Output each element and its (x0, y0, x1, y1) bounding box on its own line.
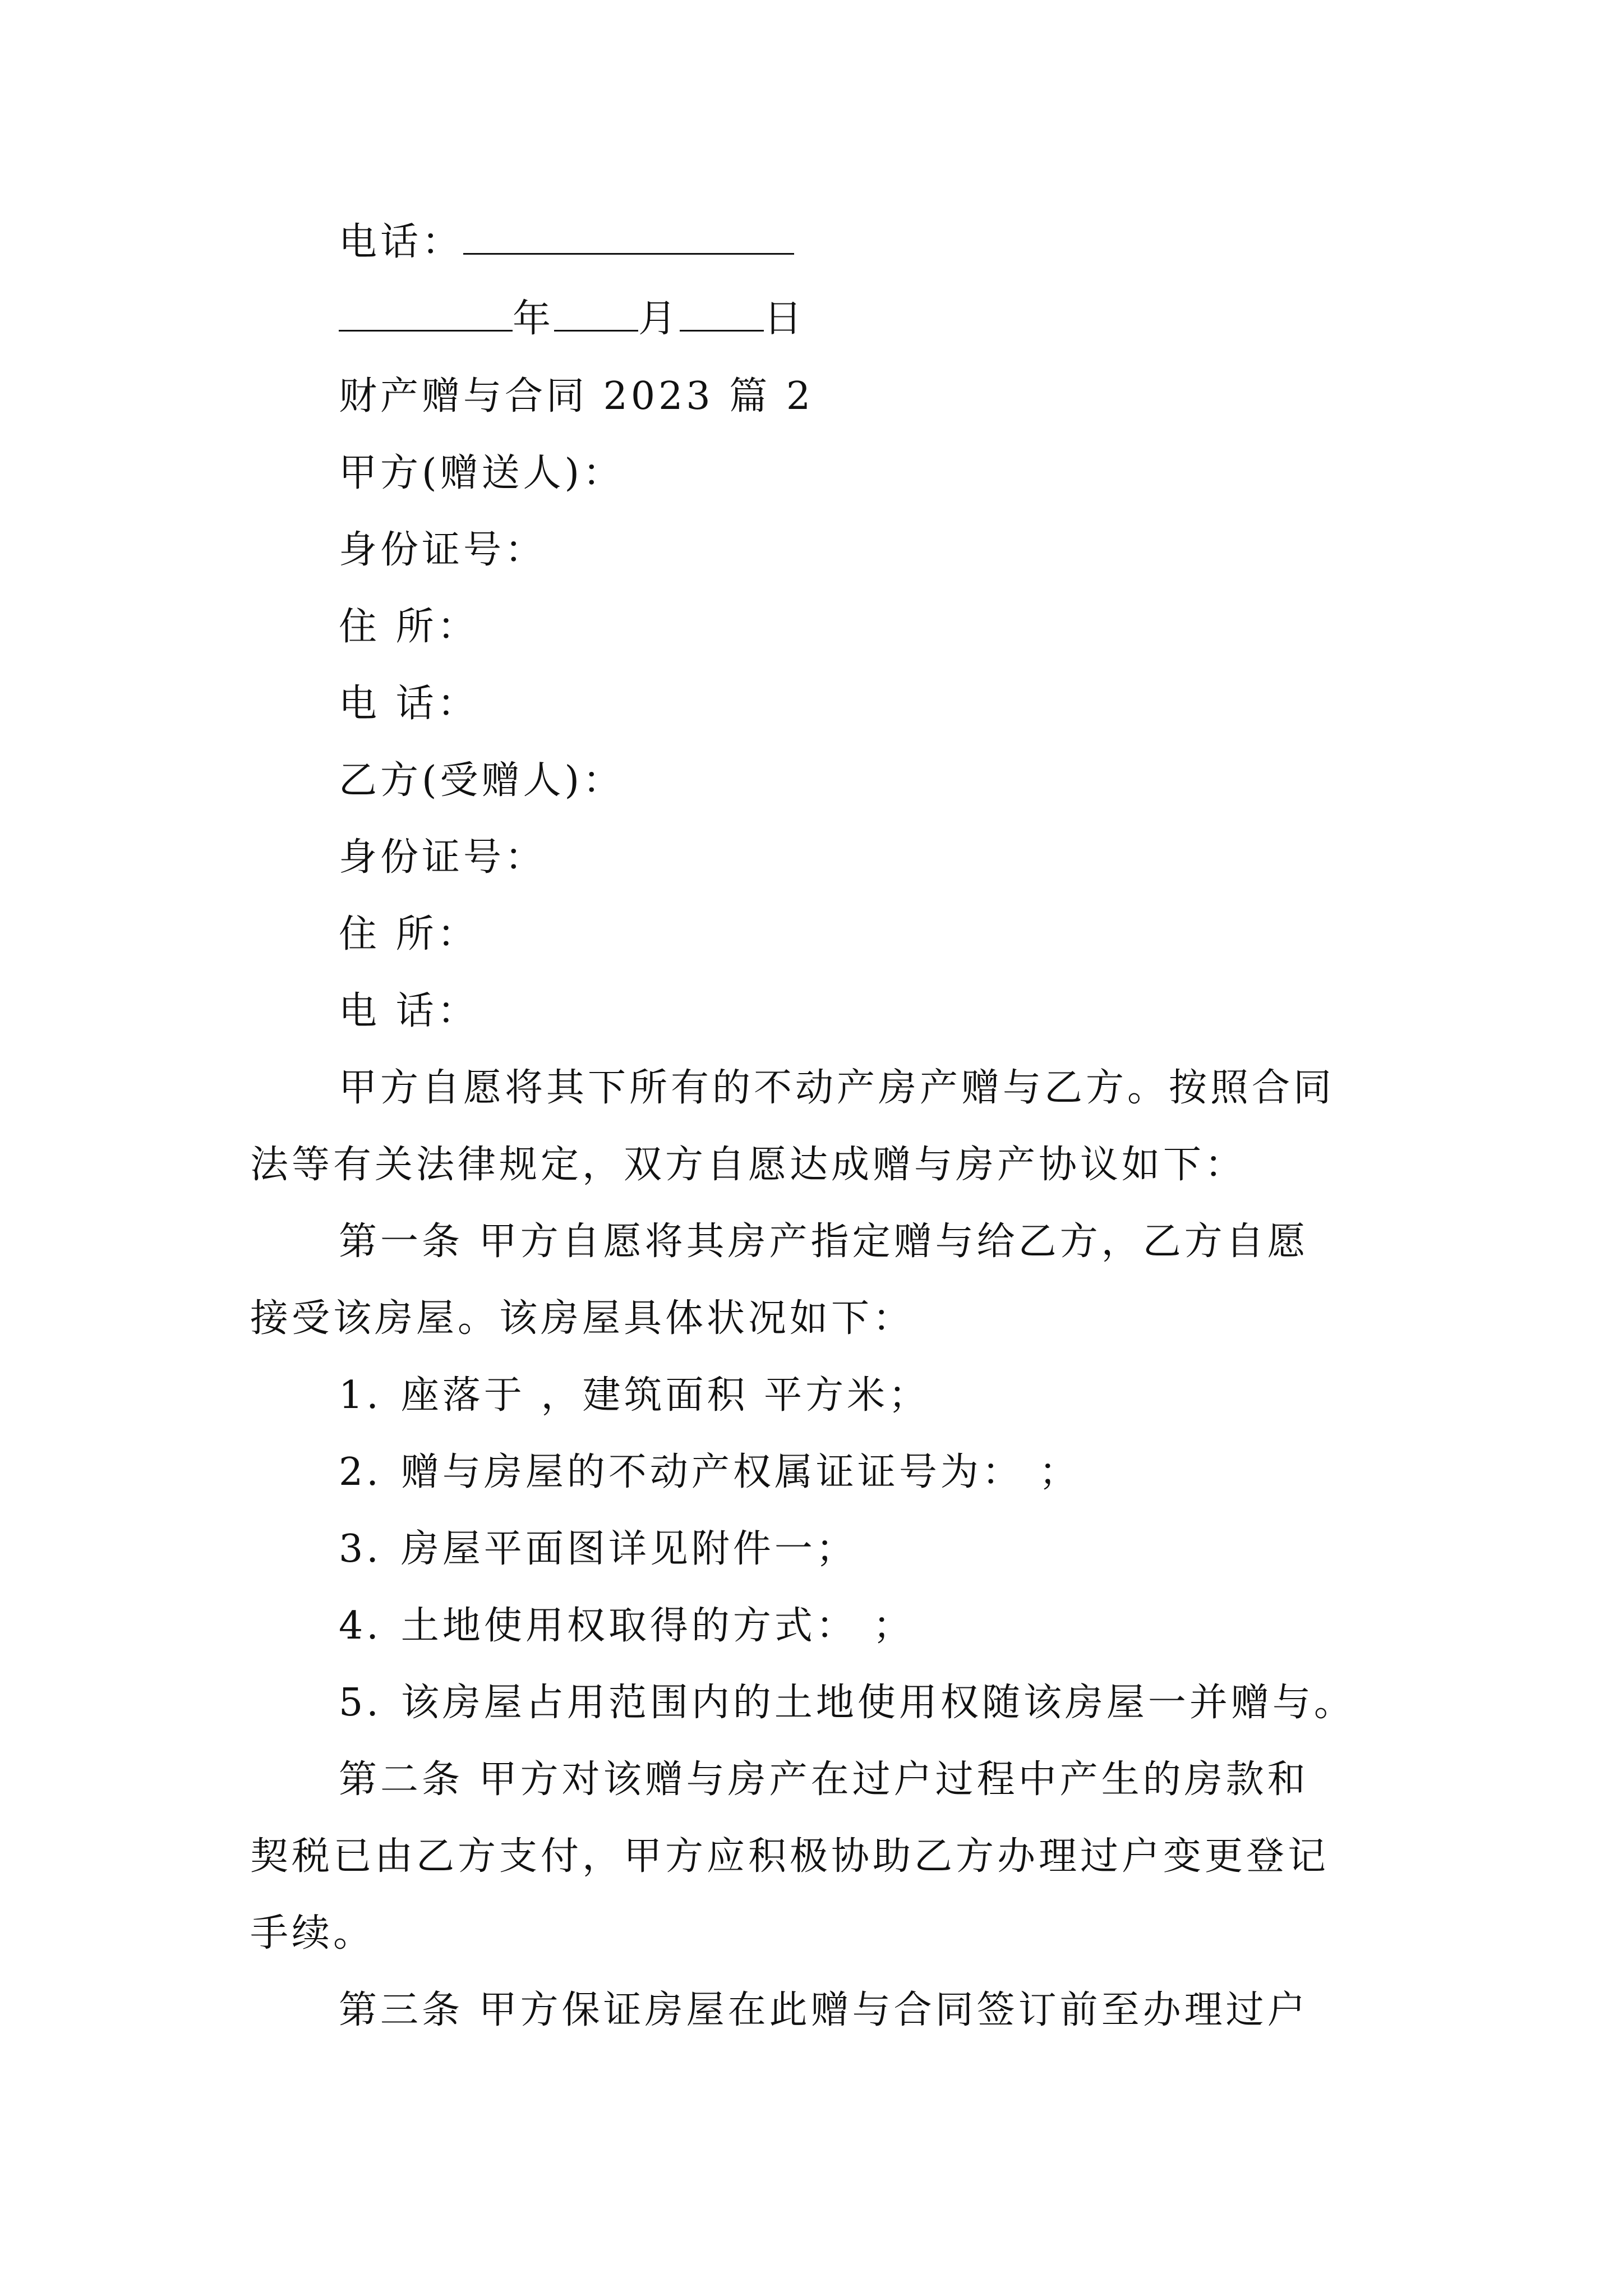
month-blank (554, 296, 638, 332)
item-text: 该房屋占用范围内的土地使用权随该房屋一并赠与。 (400, 1681, 1355, 1725)
item-number: 3. (339, 1527, 382, 1571)
party-b-id-label: 身份证号： (339, 835, 547, 880)
header-phone-line (339, 214, 794, 270)
day-blank (680, 296, 764, 332)
item-number: 4. (339, 1604, 382, 1648)
article-2-line-2: 契税已由乙方支付，甲方应积极协助乙方办理过户变更登记 (250, 1834, 1330, 1879)
party-b-phone-label: 电 话： (339, 989, 479, 1033)
item-text: 赠与房屋的不动产权属证证号为： ； (400, 1450, 1081, 1494)
item-text: 土地使用权取得的方式： ； (400, 1604, 915, 1648)
item-number: 5. (339, 1681, 382, 1725)
party-a-id-label: 身份证号： (339, 528, 547, 572)
party-b-title: 乙方(受赠人)： (339, 758, 625, 803)
date-day-label: 日 (764, 297, 806, 341)
intro-line-2: 法等有关法律规定，双方自愿达成赠与房产协议如下： (250, 1143, 1247, 1187)
party-b-address-label: 住 所： (339, 912, 479, 956)
item-number: 2. (339, 1450, 382, 1494)
list-item (339, 1368, 930, 1424)
item-text: 座落于 ，建筑面积 平方米； (400, 1373, 930, 1418)
article-1-line-1: 第一条 甲方自愿将其房产指定赠与给乙方，乙方自愿 (339, 1220, 1309, 1264)
list-item (339, 1675, 1355, 1731)
date-month-label: 月 (638, 297, 680, 341)
year-blank (339, 296, 513, 332)
item-number: 1. (339, 1373, 382, 1418)
article-2-line-3: 手续。 (250, 1911, 375, 1955)
article-2-line-1: 第二条 甲方对该赠与房产在过户过程中产生的房款和 (339, 1757, 1309, 1802)
item-text: 房屋平面图详见附件一； (400, 1527, 857, 1571)
date-line (339, 291, 805, 347)
list-item (339, 1444, 1081, 1501)
intro-line-1: 甲方自愿将其下所有的不动产房产赠与乙方。按照合同 (339, 1066, 1335, 1110)
phone-blank (463, 219, 794, 255)
party-a-address-label: 住 所： (339, 605, 479, 649)
party-a-phone-label: 电 话： (339, 682, 479, 726)
section-title: 财产赠与合同 2023 篇 2 (339, 374, 814, 418)
header-phone-label: 电话： (339, 220, 464, 264)
list-item (339, 1598, 915, 1654)
article-1-line-2: 接受该房屋。该房屋具体状况如下： (250, 1296, 915, 1341)
party-a-title: 甲方(赠送人)： (339, 451, 625, 495)
date-year-label: 年 (513, 297, 555, 341)
list-item (339, 1521, 857, 1577)
article-3-line-1: 第三条 甲方保证房屋在此赠与合同签订前至办理过户 (339, 1988, 1309, 2032)
